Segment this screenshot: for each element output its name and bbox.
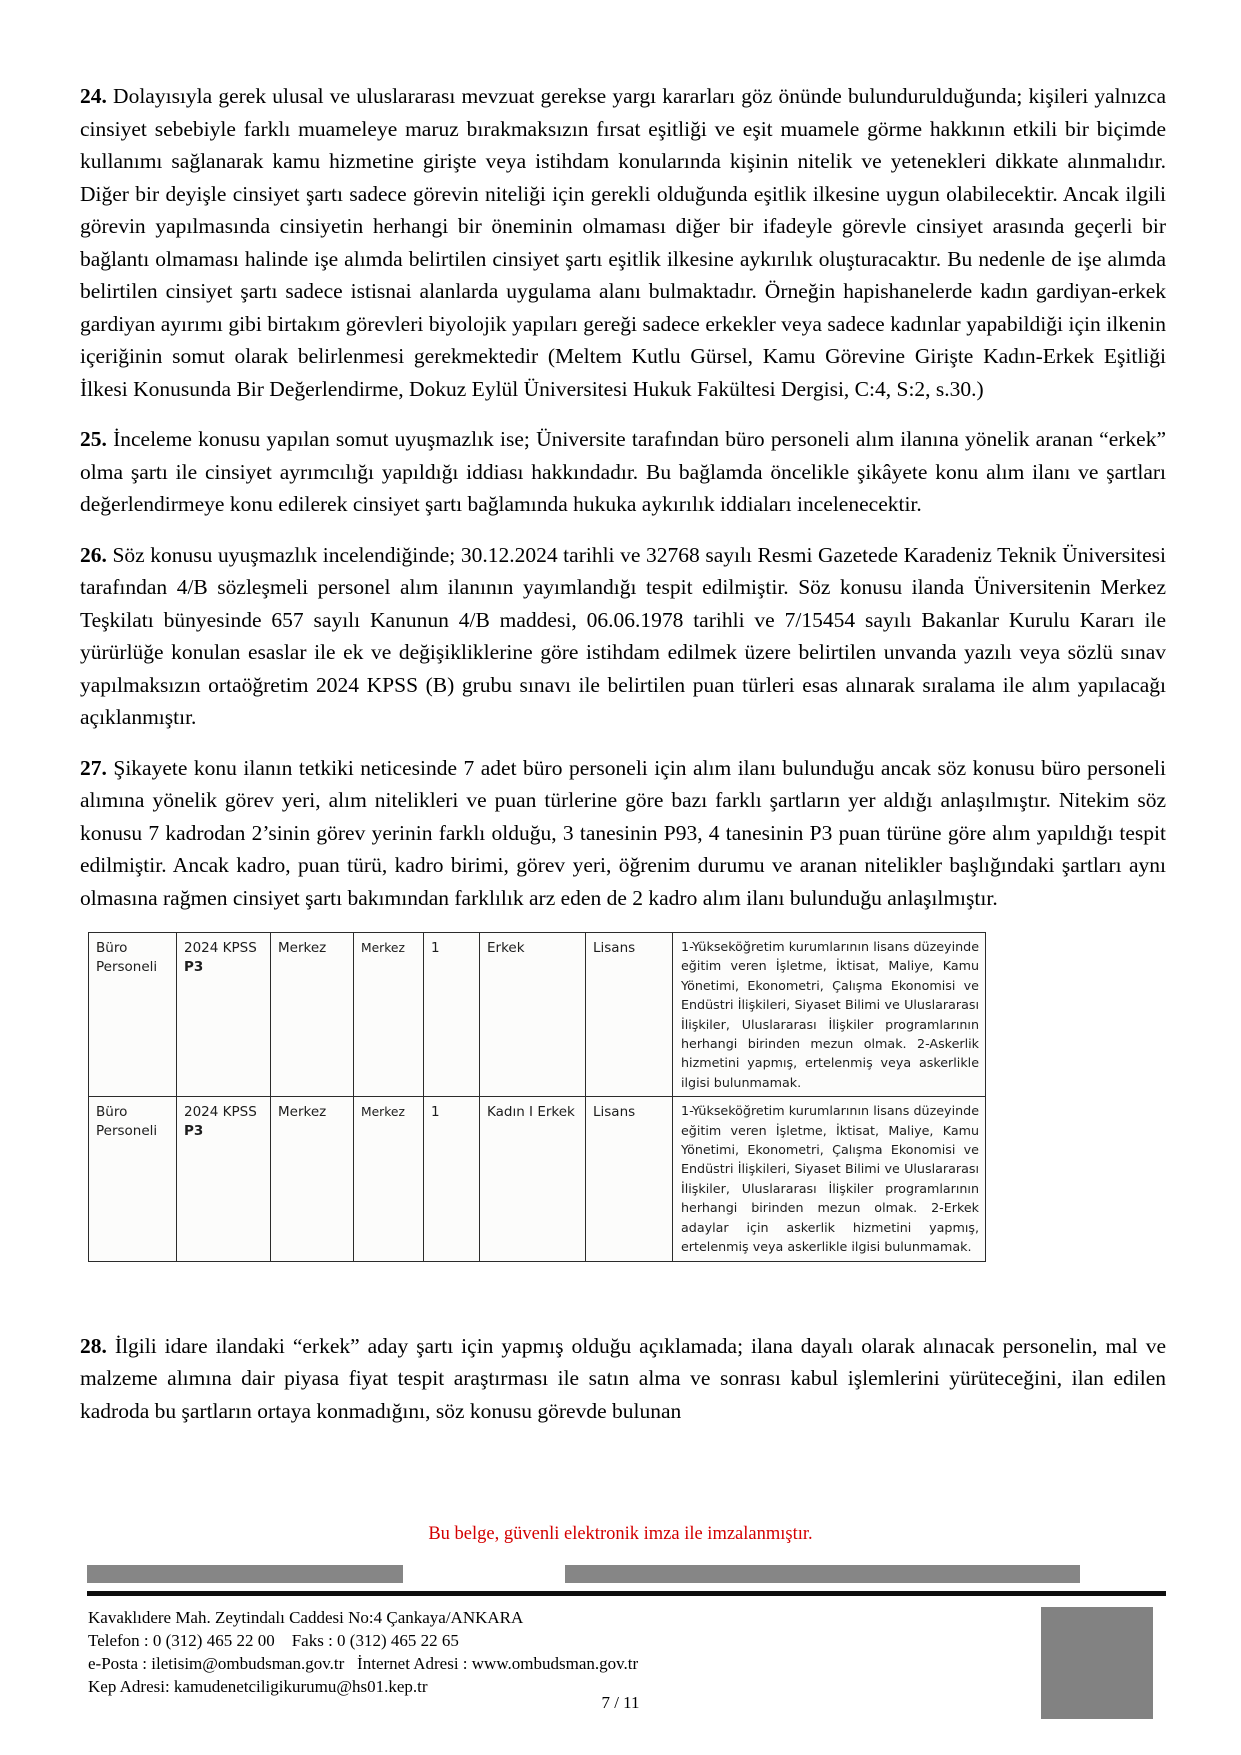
footer [88,1606,638,1698]
job-posting-table [88,932,986,1262]
paragraph-25-text: İnceleme konusu yapılan somut uyuşmazlık ise; Üniversite tarafından büro personeli alım ilanına yönelik aranan “erkek” olma şartı ile cinsiyet ayrımcılığı yapıldığı iddiası hakkındadır. Bu bağlamda öncelikle şikâyete konu alım ilanı ve şartları değerlendirmeye konu edilerek cinsiyet şartı bağlamında hukuka aykırılık iddiaları incelenecektir. [80,427,1167,516]
redaction-bar-left [87,1565,403,1583]
cell-gender: Kadın I Erkek [480,1097,586,1261]
paragraph-25 [80,423,1166,521]
cell-kpss [177,933,271,1097]
footer-divider [87,1591,1166,1596]
paragraph-26 [80,539,1166,734]
paragraph-28-number: 28. [80,1333,107,1358]
table-row-erkek [89,933,986,1097]
cell-location: Merkez [354,933,424,1097]
signature-notice: Bu belge, güvenli elektronik imza ile imzalanmıştır. [428,1524,813,1544]
page-number: 7 / 11 [601,1693,640,1712]
paragraph-27-number: 27. [80,755,107,780]
footer-phone-fax: Telefon : 0 (312) 465 22 00 Faks : 0 (312) 465 22 65 [88,1631,459,1650]
cell-count: 1 [424,1097,480,1261]
paragraph-24 [80,80,1166,405]
cell-location: Merkez [354,1097,424,1261]
cell-count: 1 [424,933,480,1097]
paragraph-28 [80,1330,1166,1428]
paragraph-26-number: 26. [80,542,107,567]
redaction-box [1041,1607,1153,1719]
cell-kpss [177,1097,271,1261]
cell-unit: Merkez [271,1097,354,1261]
paragraph-25-number: 25. [80,427,107,451]
table-row-kadin-erkek [89,1097,986,1261]
paragraph-24-number: 24. [80,84,107,108]
cell-kpss-score: P3 [184,959,204,975]
cell-kpss-year: 2024 KPSS [184,940,257,956]
cell-requirements: 1-Yükseköğretim kurumlarının lisans düzeyinde eğitim veren İşletme, İktisat, Maliye, Kamu Yönetimi, Ekonometri, Çalışma Ekonomisi ve Endüstri İlişkileri, Siyaset Bilimi ve Uluslararası İlişkiler, Uluslararası İlişkiler programlarının herhangi birinden mezun olmak. 2-Erkek adaylar için askerlik hizmetini yapmış, ertelenmiş veya askerlikle ilgisi bulunmamak. [673,1097,986,1261]
paragraph-27 [80,752,1166,915]
cell-education: Lisans [586,933,673,1097]
cell-gender: Erkek [480,933,586,1097]
redaction-bar-right [565,1565,1080,1583]
cell-kpss-score: P3 [184,1123,204,1140]
footer-email-web: e-Posta : iletisim@ombudsman.gov.tr İnternet Adresi : www.ombudsman.gov.tr [88,1654,639,1673]
paragraph-24-text: Dolayısıyla gerek ulusal ve uluslararası mevzuat gerekse yargı kararları göz önünde bulundurulduğunda; kişileri yalnızca cinsiyet sebebiyle farklı muameleye maruz bırakmaksızın fırsat eşitliği ve eşit muamele görme hakkının etkili bir biçimde kullanımı sağlanarak kamu hizmetine girişte veya istihdam konularında kişinin nitelik ve yetenekleri dikkate alınmalıdır. Diğer bir deyişle cinsiyet şartı sadece görevin niteliği için gerekli olduğunda eşitlik ilkesine uygun olabilecektir. Ancak ilgili görevin yapılmasında cinsiyetin herhangi bir öneminin olmaması diğer bir ifadeyle görevle cinsiyet arasında geçerli bir bağlantı olmaması halinde işe alımda belirtilen cinsiyet şartı eşitlik ilkesine aykırılık oluşturacaktır. Bu nedenle de işe alımda belirtilen cinsiyet şartı sadece istisnai alanlarda uygulama alanı bulmaktadır. Örneğin hapishanelerde kadın gardiyan-erkek gardiyan ayırımı gibi birtakım görevleri biyolojik yapıları gereği sadece erkekler veya sadece kadınlar yapabildiği için ilkenin içeriğinin somut olarak belirlenmesi gerekmektedir (Meltem Kutlu Gürsel, Kamu Görevine Girişte Kadın-Erkek Eşitliği İlkesi Konusunda Bir Değerlendirme, Dokuz Eylül Üniversitesi Hukuk Fakültesi Dergisi, C:4, S:2, s.30.) [80,84,1166,401]
cell-education: Lisans [586,1097,673,1261]
paragraph-26-text: Söz konusu uyuşmazlık incelendiğinde; 30.12.2024 tarihli ve 32768 sayılı Resmi Gazetede Karadeniz Teknik Üniversitesi tarafından 4/B sözleşmeli personel alım ilanının yayımlandığı tespit edilmiştir. Söz konusu ilanda Üniversitenin Merkez Teşkilatı bünyesinde 657 sayılı Kanunun 4/B maddesi, 06.06.1978 tarihli ve 7/15454 sayılı Bakanlar Kurulu Kararı ile yürürlüğe konulan esaslar ile ek ve değişikliklerine göre istihdam edilmek üzere belirtilen unvanda yazılı veya sözlü sınav yapılmaksızın ortaöğretim 2024 KPSS (B) grubu sınavı ile belirtilen puan türleri esas alınarak sıralama ile alım yapılacağı açıklanmıştır. [80,542,1166,729]
document-body [80,80,1166,1445]
footer-address: Kavaklıdere Mah. Zeytindalı Caddesi No:4 Çankaya/ANKARA [88,1608,524,1627]
cell-kpss-year: 2024 KPSS [184,1104,257,1121]
footer-kep-address: Kep Adresi: kamudenetciligikurumu@hs01.kep.tr [88,1677,428,1696]
cell-unit: Merkez [271,933,354,1097]
cell-position: Büro Personeli [89,1097,177,1261]
cell-position: Büro Personeli [89,933,177,1097]
paragraph-27-text: Şikayete konu ilanın tetkiki neticesinde 7 adet büro personeli için alım ilanı bulunduğu ancak söz konusu büro personeli alımına yönelik görev yeri, alım nitelikleri ve puan türlerine göre bazı farklı şartların yer aldığı anlaşılmıştır. Nitekim söz konusu 7 kadrodan 2’sinin görev yerinin farklı olduğu, 3 tanesinin P93, 4 tanesinin P3 puan türüne göre alım yapıldığı tespit edilmiştir. Ancak kadro, puan türü, kadro birimi, görev yeri, öğrenim durumu ve aranan nitelikler başlığındaki şartları aynı olmasına rağmen cinsiyet şartı bakımından farklılık arz eden de 2 kadro alım ilanı bulunduğu anlaşılmıştır. [80,755,1166,910]
paragraph-28-text: İlgili idare ilandaki “erkek” aday şartı için yapmış olduğu açıklamada; ilana dayalı olarak alınacak personelin, mal ve malzeme alımına dair piyasa fiyat tespit araştırması ile satın alma ve sonrası kabul işlemlerini yürüteceğini, ilan edilen kadroda bu şartların ortaya konmadığını, söz konusu görevde bulunan [80,1333,1166,1423]
cell-requirements: 1-Yükseköğretim kurumlarının lisans düzeyinde eğitim veren İşletme, İktisat, Maliye, Kamu Yönetimi, Ekonometri, Çalışma Ekonomisi ve Endüstri İlişkileri, Siyaset Bilimi ve Uluslararası İlişkiler, Uluslararası İlişkiler programlarının herhangi birinden mezun olmak. 2-Askerlik hizmetini yapmış, ertelenmiş veya askerlikle ilgisi bulunmamak. [673,933,986,1097]
